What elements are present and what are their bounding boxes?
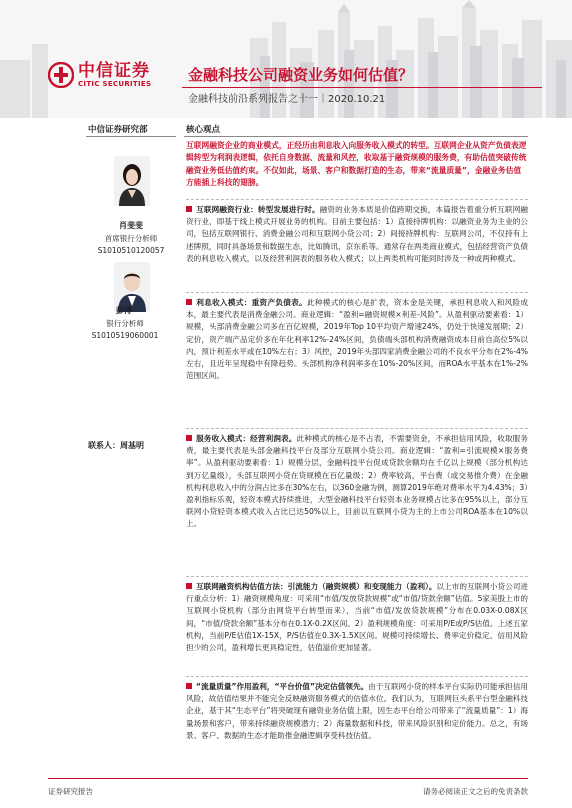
paragraph-2 xyxy=(186,297,528,382)
header-banner xyxy=(0,0,572,118)
analyst-role-2: 银行分析师 xyxy=(106,319,144,328)
analyst-name-1: 肖斐斐 xyxy=(119,221,143,230)
brand-name-cn: 中信证券 xyxy=(78,61,150,81)
bullet-icon xyxy=(186,299,192,305)
analyst-photo-1 xyxy=(114,156,150,206)
paragraph-lead: “流量质量”作用盈利，“平台价值”决定估值领先。 xyxy=(196,682,369,691)
research-dept-heading: 中信证券研究部 xyxy=(88,125,148,135)
paragraph-lead: 互联网融资行业：转型发展进行时。 xyxy=(196,205,320,214)
footer-disclaimer-link[interactable]: 请务必阅读正文之后的免责条款 xyxy=(423,787,528,796)
footer-report-type: 证券研究报告 xyxy=(48,787,93,796)
analyst-role-1: 首席银行分析师 xyxy=(104,234,158,243)
core-summary: 互联网融资企业的商业模式，正经历由利息收入向服务收入模式的转型。互联网企业从资产负债表逻辑转型为利润表逻辑，依托自身数据、流量和风控，收取基于融资规模的服务费，有助估值突破传统融资业务低估值约束。不仅如此，场景、客户和数据打造的生态，带来“流量质量”，金融业务估值方能插上科技的翅膀。 xyxy=(186,141,527,187)
analyst-id-2: S1010519060001 xyxy=(91,331,159,340)
person-portrait-icon xyxy=(114,156,150,206)
analyst-id-1: S1010510120057 xyxy=(97,246,165,255)
citic-logo-icon xyxy=(48,62,74,88)
bullet-icon xyxy=(186,435,192,441)
analyst-name-2: 彭博 xyxy=(116,306,132,315)
contact-person: 联系人：周基明 xyxy=(88,441,144,450)
report-subtitle: 金融科技前沿系列报告之十一｜2020.10.21 xyxy=(188,94,386,105)
paragraph-body: 融资的业务本质是价值跨期交换，本篇报告着重分析互联网融资行业，即基于线上模式开展业务的机构。目前主要包括：1）直接持牌机构：以融资业务为主业的公司，包括互联网银行、消费金融公司和互联网小贷公司；2）间接持牌机构：互联网公司，不仅持有上述牌照，同时具备场景和数据生态，比如腾讯、京东系等。通常存在两类商业模式，包括经营资产负债表的利息收入模式，以及经营利润表的服务收入模式；以上两类机构可能同时涉及一种或两种模式。 xyxy=(186,205,529,263)
paragraph-divider xyxy=(186,676,528,677)
paragraph-divider xyxy=(186,576,528,577)
main-heading-rule xyxy=(184,136,528,137)
footer-rule xyxy=(48,778,528,779)
paragraph-body: 此种模式的核心是扩表，资本金是关键，承担利息收入和风险成本，最主要代表是消费金融公司。商业逻辑：“盈利=融资规模×利差-风险”。从盈利驱动要素看：1）规模，头部消费金融公司多在百亿规模，2019年Top 10平均资产增速24%，仍处于快速发展期；2）定价，资产端产品定价多在年化利率12%-24%区间，负债端头部机构消费融资成本目前自高位5%以内，预计利差水平或在10%左右；3）风控，2019年头部四家消费金融公司的不良水平分布在2%-4%左右，且近年呈现稳中有降趋势。头部机构净利润率多在10%-20%区间，而ROA水平基本在1%-2%范围区间。 xyxy=(186,298,529,381)
report-title: 金融科技公司融资业务如何估值？ xyxy=(188,66,414,84)
paragraph-4 xyxy=(186,581,528,654)
paragraph-body: 此种模式的核心是不占表，不需要资金，不承担信用风险，收取服务费，最主要代表是头部金融科技平台及部分互联网小贷公司。商业逻辑：“盈利=引流规模×服务费率”。从盈利驱动要素看：1）规模分层，金融科技平台促成贷款余额均在千亿以上规模（部分机构达到万亿量级），头部互联网小贷在贷规模在百亿量级；2）费率较高，平台费（或交易推介费）在金融机构利息收入中的分润占比多在30%左右，以360金融为例，测算2019年绝对费率水平为4.43%；3）盈利指标乐观，轻资本模式持续推进，大型金融科技平台轻资本业务规模占比多在95%以上，部分互联网小贷轻资本模式收入占比已达50%以上，目前以互联网小贷为主的上市公司ROA基本在10%以上。 xyxy=(186,434,528,529)
paragraph-lead: 互联网融资机构估值方法：引流能力（融资规模）和变现能力（盈利）。 xyxy=(196,582,437,591)
citic-logo xyxy=(48,62,151,88)
core-views-heading: 核心观点 xyxy=(186,125,221,135)
paragraph-divider xyxy=(186,428,528,429)
paragraph-5 xyxy=(186,681,528,742)
paragraph-3 xyxy=(186,433,528,531)
paragraph-divider xyxy=(186,292,528,293)
brand-name-en: CITIC SECURITIES xyxy=(78,80,152,88)
left-heading-rule xyxy=(86,136,176,137)
bullet-icon xyxy=(186,583,192,589)
bullet-icon xyxy=(186,683,192,689)
paragraph-lead: 服务收入模式：经营利润表。 xyxy=(196,434,297,443)
summary-divider xyxy=(186,199,528,200)
paragraph-body: 以上市的互联网小贷公司进行重点分析：1）融资规模角度：可采用“市值/发放贷款规模”或“市值/贷款余额”估值。5家美股上市的互联网小贷机构（部分由网贷平台转型而来），当前“市值/发放贷款规模”分布在0.03X-0.08X区间，“市值/贷款余额”基本分布在0.1X-0.2X区间。2）盈利规模角度：可采用P/E或P/S估值。上述五家机构，当前P/E估值1X-15X，P/S估值在0.3X-1.5X区间。规模可持续增长、费率定价稳定、信用风险担少的公司，盈利增长更具稳定性，估值溢价更加显著。 xyxy=(186,582,528,653)
paragraph-1 xyxy=(186,204,528,265)
bullet-icon xyxy=(186,206,192,212)
paragraph-body: 由于互联网小贷的样本平台实际仍可能承担信用风险，故估值结果并不能完全反映融资服务模式的估值水位。我们认为，互联网巨头系平台型金融科技企业，基于其“生态平台”将突破现有融资业务估值上限，因生态平台给公司带来了“流量质量”：1）海量场景和客户，带来持续融资规模潜力；2）海量数据和科技，带来风险识别和定价能力。总之，有场景、客户、数据的生态才能助推金融逻辑享受科技估值。 xyxy=(186,682,529,740)
title-rule xyxy=(182,87,542,88)
paragraph-lead: 利息收入模式：重资产负债表。 xyxy=(196,298,307,307)
